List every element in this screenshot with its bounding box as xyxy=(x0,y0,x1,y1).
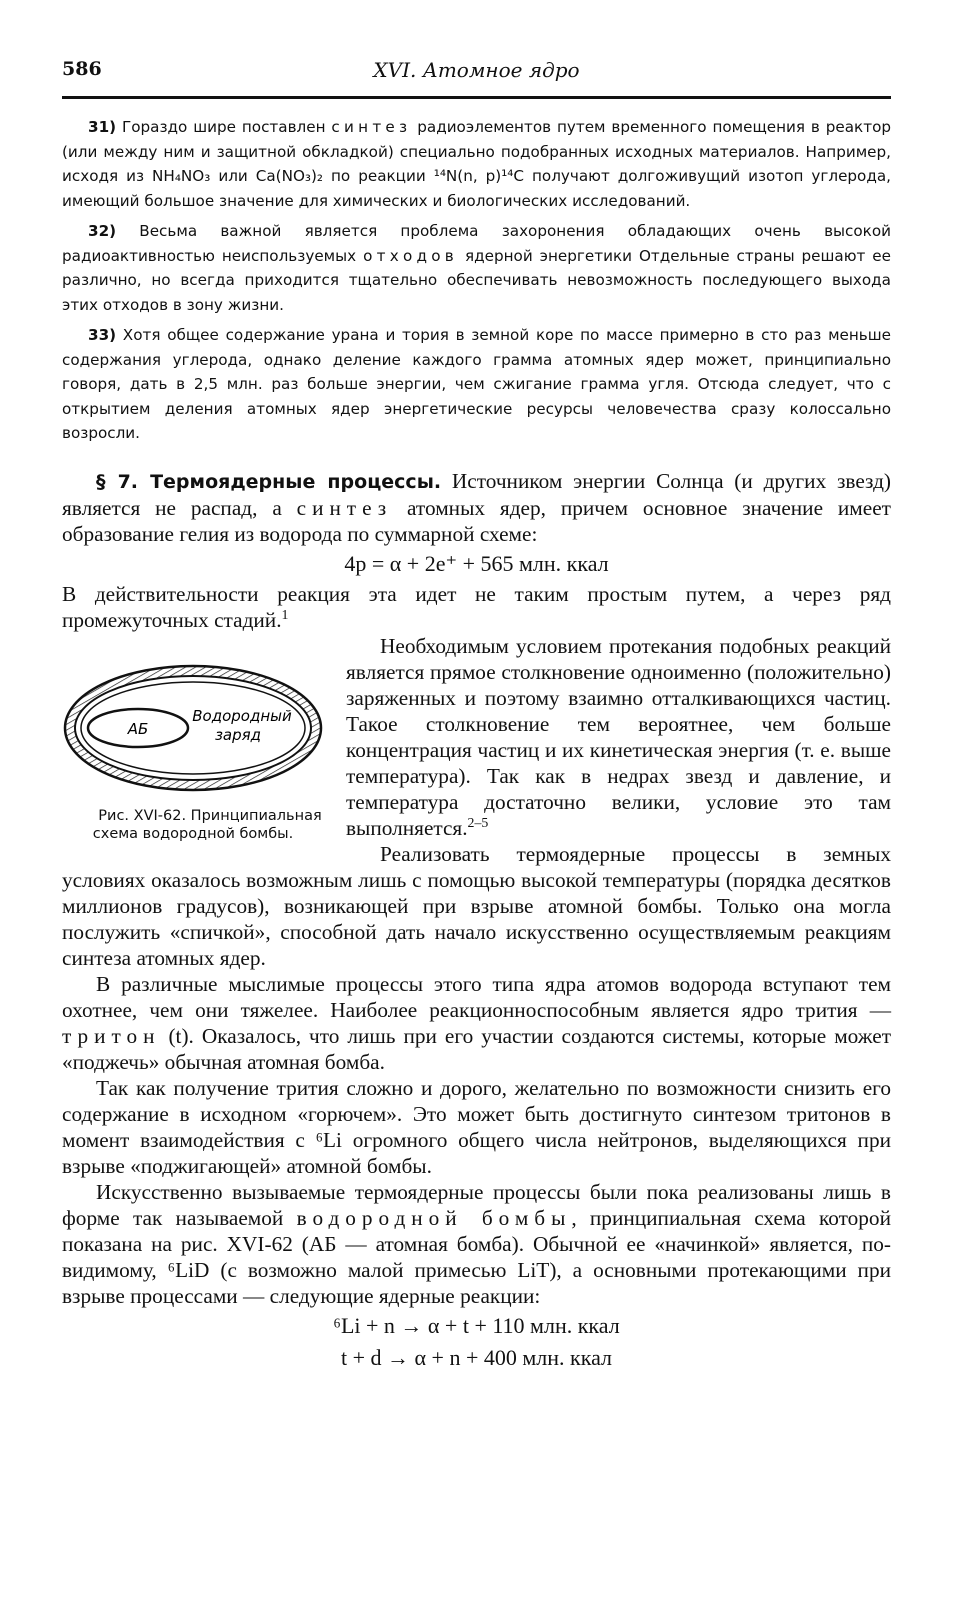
label-hydrogen-charge-1: Водородный xyxy=(192,706,292,725)
running-title: XVI. Атомное ядро xyxy=(373,58,580,82)
label-hydrogen-charge-2: заряд xyxy=(214,725,262,744)
formula-hydrogen-fusion: 4p = α + 2e⁺ + 565 млн. ккал xyxy=(344,550,609,576)
footnote-31: 31) Гораздо шире поставлен синтез радиоэлементов путем временного помещения в реактор (или между ним и защитной обкладкой) специально подобранных исходных материалов. Например, исходя из NH₄NO₃ или Ca(NO₃)₂ по реакции ¹⁴N(n, p)¹⁴C получают долгоживущий изотоп углерода, имеющий большое значение для химических и биологических исследований. xyxy=(62,118,892,210)
label-atomic-bomb: АБ xyxy=(127,719,149,738)
paragraph-thermonuclear-earth: Реализовать термоядерные процессы в земных условиях оказалось возможным лишь с помощью высокой температуры (порядка десятков миллионов градусов), возникающей при взрыве атомной бомбы. Только она могла послужить «спичкой», способной дать начало искусственно осуществляемым реакциям синтеза атомных ядер. xyxy=(62,841,891,970)
paragraph-hydrogen-bomb: Искусственно вызываемые термоядерные процессы были пока реализованы лишь в форме так называемой водородной бомбы, принципиальная схема которой показана на рис. XVI-62 (АБ — атомная бомба). Обычной ее «начинкой» является, по-видимому, ⁶LiD (с возможно малой примесью LiT), а основными протекающими при взрыве процессами — следующие ядерные реакции: xyxy=(62,1179,891,1308)
footnote-33: 33) Хотя общее содержание урана и тория в земной коре по массе примерно в сто раз меньше содержания углерода, однако деление каждого грамма атомных ядер может, принципиально говоря, дать в 2,5 млн. раз больше энергии, чем сжигание грамма угля. Отсюда следует, что с открытием деления атомных ядер энергетические ресурсы человечества сразу колоссально возросли. xyxy=(62,326,891,442)
hydrogen-bomb-diagram xyxy=(62,663,324,793)
header-rule xyxy=(62,96,891,99)
figure-caption: Рис. XVI-62. Принципиальная схема водородной бомбы. xyxy=(92,807,322,842)
section-intro-paragraph: § 7. Термоядерные процессы. Источником энергии Солнца (и других звезд) является не распад, а синтез атомных ядер, причем основное значение имеет образование гелия из водорода по суммарной схеме: xyxy=(62,468,892,546)
formula-tritium-deuterium-reaction: t + d → α + n + 400 млн. ккал xyxy=(340,1344,612,1370)
section-heading: § 7. Термоядерные процессы. xyxy=(96,470,442,493)
page-number: 586 xyxy=(62,58,102,80)
paragraph-collision-condition: АБ Водородный заряд Рис. XVI-62. Принципиальная схема водородной бомбы. Необходимым условием протекания подобных реакций является прямое столкновение одноименно (положительно) заряженных и поэтому взаимно отталкивающихся частиц. Такое столкновение тем вероятнее, чем больше концентрация частиц и их кинетическая энергия (т. е. выше температура). Так как в недрах звезд и давление, и температура достаточно велики, условие это там выполняется.$^{2-5}$ xyxy=(62,633,891,841)
figure-hydrogen-bomb xyxy=(62,663,324,843)
page-header xyxy=(62,58,891,92)
paragraph-intermediate-stages: В действительности реакция эта идет не таким простым путем, а через ряд промежуточных стадий.$^1$ xyxy=(62,581,891,632)
paragraph-tritium: В различные мыслимые процессы этого типа ядра атомов водорода вступают тем охотнее, чем они тяжелее. Наиболее реакционноспособным является ядро трития — тритон (t). Оказалось, что лишь при его участии создаются системы, которые может «поджечь» обычная атомная бомба. xyxy=(62,971,891,1074)
formula-lithium-reaction: ⁶Li + n → α + t + 110 млн. ккал xyxy=(333,1312,620,1338)
footnote-32: 32) Весьма важной является проблема захоронения обладающих очень высокой радиоактивностью неиспользуемых отходов ядерной энергетики Отдельные страны решают ее различно, но всегда приходится тщательно обеспечивать невозможность последующего выхода этих отходов в зону жизни. xyxy=(62,222,891,314)
paragraph-tritium-synthesis: Так как получение трития сложно и дорого, желательно по возможности снизить его содержание в исходном «горючем». Это может быть достигнуто синтезом тритонов в момент взаимодействия с ⁶Li огромного общего числа нейтронов, выделяющихся при взрыве «поджигающей» атомной бомбы. xyxy=(62,1075,891,1178)
